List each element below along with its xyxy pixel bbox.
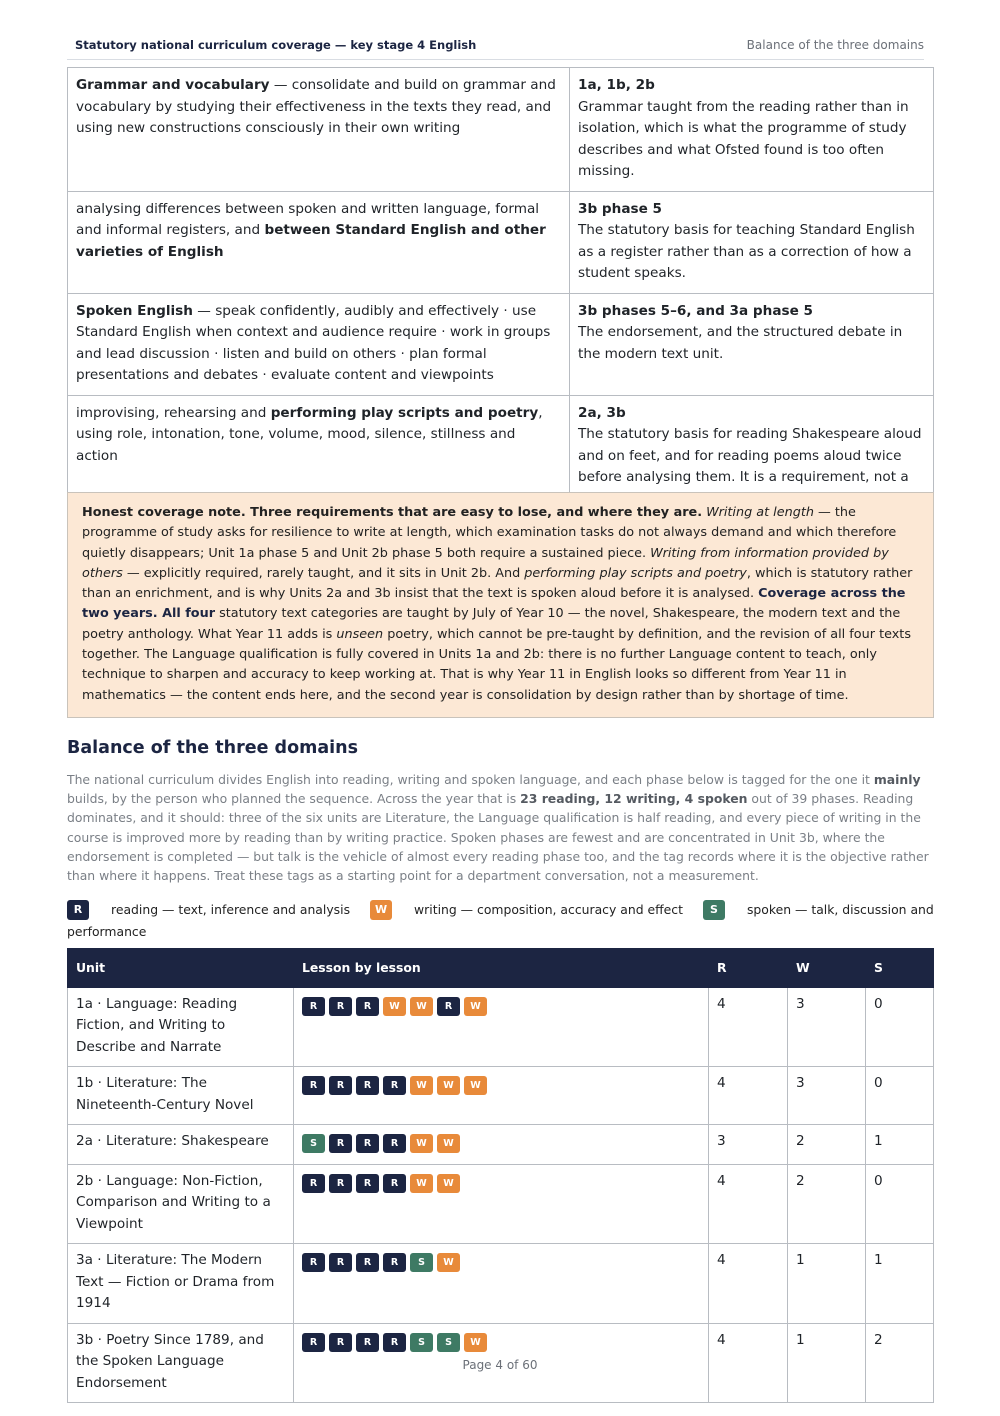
section-intro [67,770,935,885]
coverage-explanation: The endorsement, and the structured debate in the modern text unit. [578,324,903,362]
lesson-tag-r: R [383,1076,406,1095]
intro-text: The national curriculum divides English into reading, writing and spoken language, and each phase below is tagged for the one it [67,772,874,787]
lesson-tag-w: W [410,997,433,1016]
tag-strip [302,1330,700,1355]
coverage-row [68,191,934,293]
lesson-tag-r: R [302,997,325,1016]
note-text: poetry, which cannot be pre-taught by definition, and the revision of all four texts together. The Language qualification is fully covered in Units 1a and 2b: there is no further Language content to teach, only technique to sharpen and accuracy to keep working at. That is why Year 11 in English looks so different from Year 11 in mathematics — the content ends here, and the second year is consolidation by design rather than by shortage of time. [82,626,911,703]
lesson-tag-r: R [302,1333,325,1352]
intro-text: out of 39 phases. Reading dominates, and it should: three of the six units are Literature, the Language qualification is half reading, and every piece of writing in the course is improved more by reading than by writing practice. Spoken phases are fewest and are concentrated in Unit 3b, where the endorsement is completed — but talk is the vehicle of almost every reading phase too, and the tag records where it is the objective rather than where it happens. Treat these tags as a starting point for a department conversation, not a measurement. [67,791,929,884]
lesson-tag-r: R [356,1076,379,1095]
lesson-tag-r: R [302,1253,325,1272]
coverage-units: 1a, 1b, 2b [578,77,655,93]
coverage-cell [570,293,934,395]
count-r: 4 [709,1067,788,1125]
count-s: 2 [866,1323,934,1403]
unit-row [68,1244,934,1324]
note-text: statutory text categories are taught by July of Year 10 — the novel, Shakespeare, the modern text and the poetry anthology. What Year 11 adds is [82,606,901,642]
lesson-tag-r: R [383,1174,406,1193]
unit-name: 3a · Literature: The Modern Text — Fiction or Drama from 1914 [68,1244,294,1324]
lesson-tag-r: R [356,1253,379,1272]
unit-name: 3b · Poetry Since 1789, and the Spoken Language Endorsement [68,1323,294,1403]
legend-label: writing — composition, accuracy and effect [414,901,683,917]
requirement-cell [68,191,570,293]
lesson-tag-w: W [410,1134,433,1153]
section-heading: Balance of the three domains [67,738,359,758]
unit-name: 1a · Language: Reading Fiction, and Writing to Describe and Narrate [68,987,294,1067]
note-requirement: Writing at length [706,505,814,520]
coverage-cell [570,68,934,192]
lesson-tag-w: W [437,1174,460,1193]
lesson-tags [294,1244,709,1324]
requirement-text: improvising, rehearsing and [76,404,271,421]
lesson-tag-r: R [356,997,379,1016]
unit-name: 2a · Literature: Shakespeare [68,1125,294,1165]
coverage-units: 3b phases 5–6, and 3a phase 5 [578,302,814,319]
coverage-note [67,492,934,718]
lesson-tag-w: W [383,997,406,1016]
tag-strip [302,1073,700,1098]
count-r: 3 [709,1125,788,1165]
lesson-tag-w: W [464,1076,487,1095]
count-s: 0 [866,987,934,1067]
lesson-tags [294,1067,709,1125]
col-header-unit: Unit [68,949,294,988]
lesson-tag-r: R [383,1134,406,1153]
count-s: 1 [866,1125,934,1165]
coverage-explanation: The statutory basis for reading Shakespeare aloud and on feet, and for reading poems aloud twice before analysing them. It is a requirement, not a [578,426,922,485]
note-emphasis: Honest coverage note. Three requirements that are easy to lose, and where they are. [82,505,703,520]
note-requirement: unseen [336,626,384,642]
unit-row [68,1125,934,1165]
lesson-tag-s: S [410,1333,433,1352]
legend-label: reading — text, inference and analysis [111,901,351,917]
col-header-w: W [788,949,866,988]
col-header-s: S [866,949,934,988]
requirement-cell [68,293,570,395]
unit-name: 1b · Literature: The Nineteenth-Century Novel [68,1067,294,1125]
lesson-tag-r: R [329,1253,352,1272]
unit-name: 2b · Language: Non-Fiction, Comparison and Writing to a Viewpoint [68,1164,294,1244]
lesson-tags [294,1164,709,1244]
intro-text: builds, by the person who planned the sequence. Across the year that is [67,791,521,807]
count-r: 4 [709,1244,788,1324]
count-s: 0 [866,1067,934,1125]
lesson-tag-r: R [356,1174,379,1193]
coverage-row [68,293,934,395]
legend-chip-r: R [67,900,89,920]
lesson-tag-w: W [464,997,487,1016]
count-w: 1 [788,1244,866,1324]
lesson-tag-r: R [383,1253,406,1272]
lesson-tag-r: R [329,1076,352,1095]
section-running-title: Balance of the three domains [746,38,924,52]
legend-chip-s: S [703,900,725,920]
lesson-tag-w: W [410,1076,433,1095]
coverage-cell [570,191,934,293]
lesson-tag-r: R [329,1174,352,1193]
tag-strip [302,1250,700,1275]
lesson-tag-w: W [410,1174,433,1193]
page-number: Page 4 of 60 [462,1358,538,1372]
tag-strip [302,994,700,1019]
note-emphasis: Coverage across the two years. All four [82,586,906,622]
note-requirement: Writing from information provided by others [82,545,889,581]
count-w: 3 [788,987,866,1067]
note-text: — explicitly required, rarely taught, and it sits in Unit 2b. And [122,565,525,581]
lesson-tag-s: S [302,1134,325,1153]
note-text: — the programme of study asks for resilience to write at length, which examination tasks do not always demand and which therefore quietly disappears; Unit 1a phase 5 and Unit 2b phase 5 both require a sustained piece. [82,505,897,561]
count-w: 2 [788,1164,866,1244]
requirement-text: Grammar and vocabulary [76,77,270,93]
lesson-tag-s: S [410,1253,433,1272]
lesson-tag-r: R [329,997,352,1016]
col-header-lessons: Lesson by lesson [294,949,709,988]
requirement-text: performing play scripts and poetry [270,404,539,421]
requirement-text: between Standard English and other varieties of English [76,222,546,260]
requirement-text: — consolidate and build on grammar and vocabulary by studying their effectiveness in the texts they read, and using new constructions consciously in their own writing [76,77,556,136]
count-w: 2 [788,1125,866,1165]
legend-chip-w: W [370,900,392,920]
unit-row [68,1164,934,1244]
balance-table [67,948,934,1403]
coverage-explanation: Grammar taught from the reading rather than in isolation, which is what the programme of study describes and what Ofsted found is too often missing. [578,98,909,179]
coverage-explanation: The statutory basis for teaching Standard English as a register rather than as a correction of how a student speaks. [578,222,915,281]
balance-header-row [68,949,934,988]
tag-strip [302,1131,700,1156]
lesson-tag-w: W [464,1333,487,1352]
count-s: 0 [866,1164,934,1244]
coverage-units: 2a, 3b [578,404,626,421]
document-title: Statutory national curriculum coverage — key stage 4 English [75,38,477,52]
intro-text: 23 reading, 12 writing, 4 spoken [520,791,748,807]
count-r: 4 [709,987,788,1067]
lesson-tags [294,987,709,1067]
lesson-tag-w: W [437,1076,460,1095]
requirement-text: analysing differences between spoken and written language, formal and informal registers, and [76,200,540,238]
coverage-units: 3b phase 5 [578,200,663,217]
lesson-tag-r: R [302,1076,325,1095]
lesson-tag-r: R [302,1174,325,1193]
lesson-tag-r: R [329,1333,352,1352]
lesson-tag-w: W [437,1253,460,1272]
requirement-text: Spoken English [76,302,193,319]
requirement-cell [68,68,570,192]
page-header [67,38,924,60]
coverage-table [67,67,934,519]
lesson-tags [294,1125,709,1165]
lesson-tag-r: R [356,1333,379,1352]
count-s: 1 [866,1244,934,1324]
domain-legend [67,898,935,943]
lesson-tag-r: R [356,1134,379,1153]
count-w: 1 [788,1323,866,1403]
count-w: 3 [788,1067,866,1125]
intro-text: mainly [873,772,921,787]
lesson-tag-s: S [437,1333,460,1352]
count-r: 4 [709,1323,788,1403]
lesson-tag-r: R [437,997,460,1016]
requirement-text: , using role, intonation, tone, volume, mood, silence, stillness and action [76,404,543,464]
unit-row [68,1067,934,1125]
lesson-tag-r: R [329,1134,352,1153]
tag-strip [302,1171,700,1196]
requirement-text: — speak confidently, audibly and effectively · use Standard English when context and audience require · work in groups and lead discussion · listen and build on others · plan formal presentations and debates · evaluate content and viewpoints [76,302,551,383]
lesson-tag-r: R [383,1333,406,1352]
legend-label: spoken — talk, discussion and performance [67,901,934,939]
coverage-row [68,68,934,192]
note-requirement: performing play scripts and poetry [524,565,747,581]
note-text: , which is statutory rather than an enrichment, and is why Units 2a and 3b insist that the text is spoken aloud before it is analysed. [82,565,913,602]
col-header-r: R [709,949,788,988]
lesson-tag-w: W [437,1134,460,1153]
count-r: 4 [709,1164,788,1244]
unit-row [68,987,934,1067]
